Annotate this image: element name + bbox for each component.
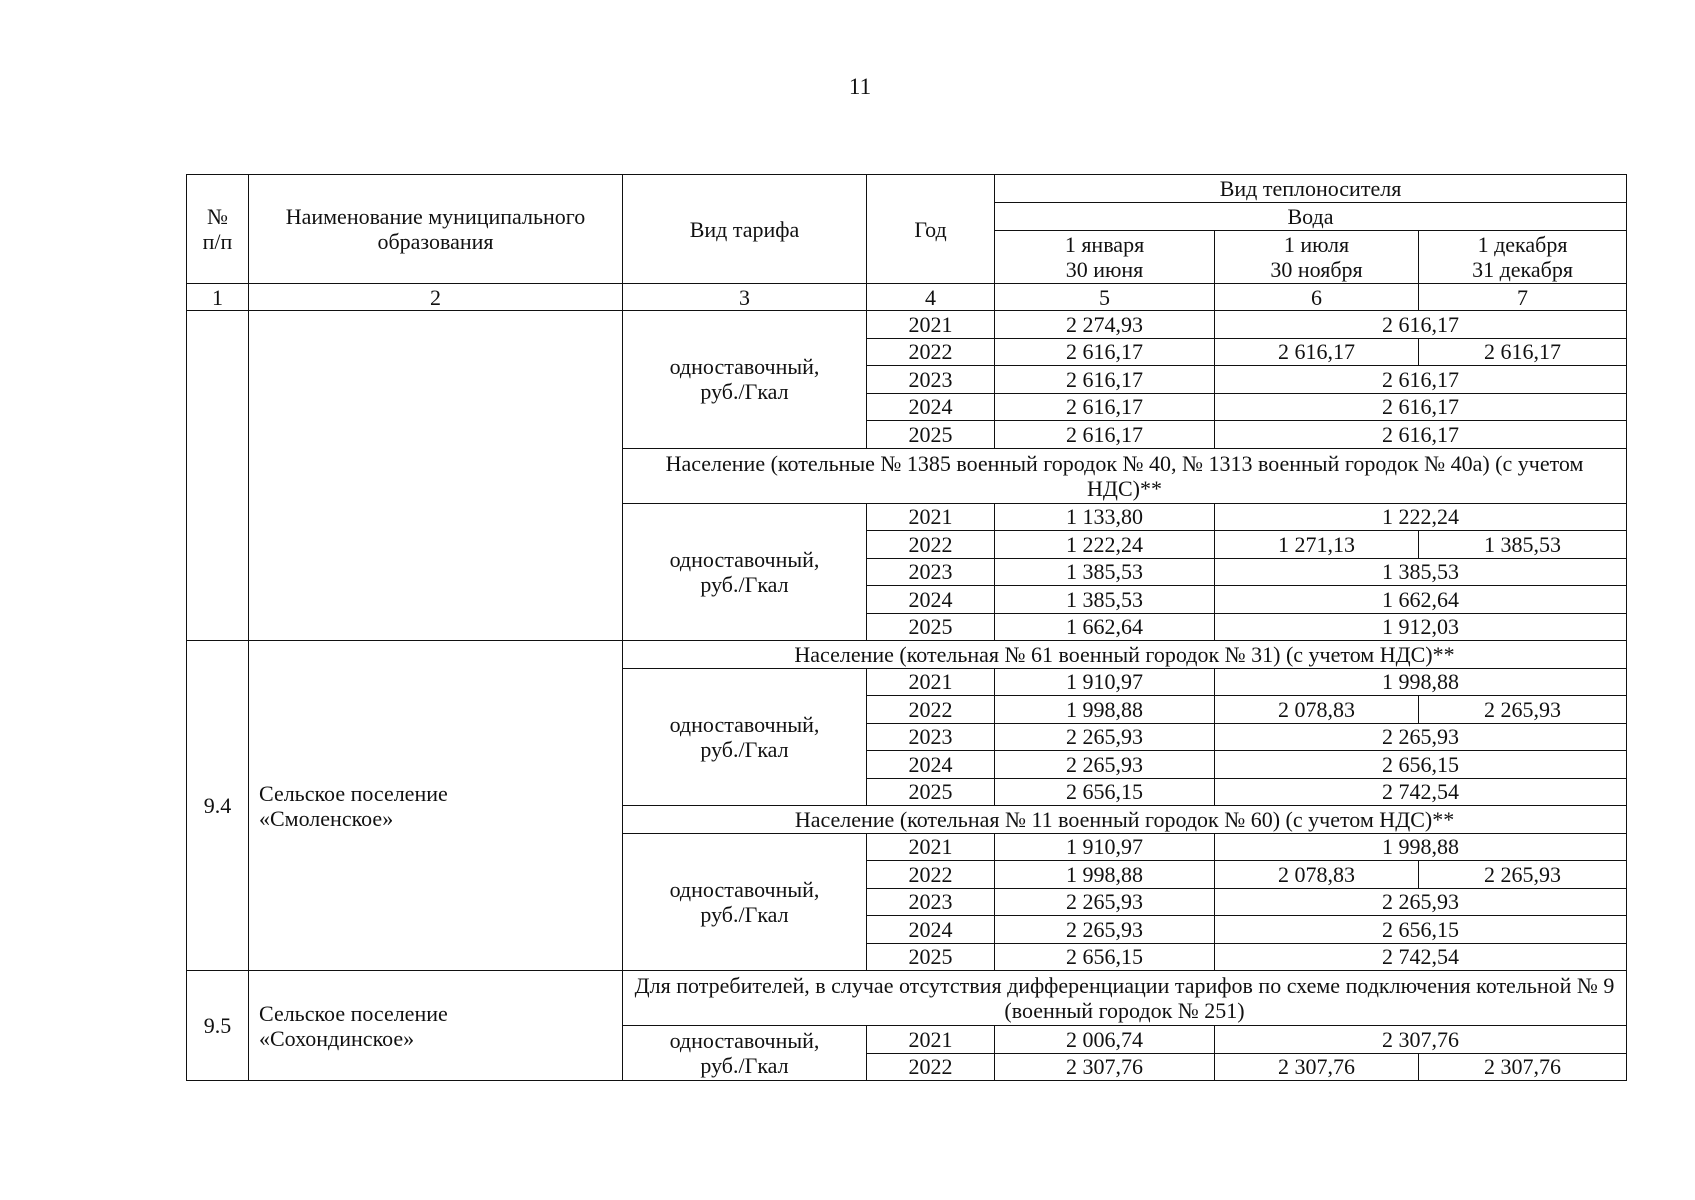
header-tariff-type: Вид тарифа <box>623 175 867 284</box>
column-number-row <box>187 284 1627 311</box>
value-jan-jun: 1 133,80 <box>995 503 1215 531</box>
col-num-5: 5 <box>995 284 1215 311</box>
value-jul-dec: 2 265,93 <box>1215 888 1627 916</box>
header-period-3: 1 декабря 31 декабря <box>1419 231 1627 284</box>
section-title: Население (котельная № 61 военный городок № 31) (с учетом НДС)** <box>623 641 1627 669</box>
row-number <box>187 311 249 641</box>
tariff-type-line2: руб./Гкал <box>700 379 789 405</box>
col-num-3: 3 <box>623 284 867 311</box>
year-cell: 2023 <box>867 366 995 394</box>
header-period-1: 1 января 30 июня <box>995 231 1215 284</box>
header-period-2: 1 июля 30 ноября <box>1215 231 1419 284</box>
value-jan-jun: 1 385,53 <box>995 586 1215 614</box>
header-name: Наименование муниципального образования <box>249 175 623 284</box>
value-jan-jun: 1 910,97 <box>995 668 1215 696</box>
value-dec: 2 265,93 <box>1419 861 1627 889</box>
value-jul-dec: 2 656,15 <box>1215 916 1627 944</box>
value-jul-dec: 1 222,24 <box>1215 503 1627 531</box>
year-cell: 2021 <box>867 1026 995 1054</box>
value-jan-jun: 2 307,76 <box>995 1053 1215 1081</box>
value-dec: 2 265,93 <box>1419 696 1627 724</box>
year-cell: 2024 <box>867 916 995 944</box>
value-jul-dec: 2 656,15 <box>1215 751 1627 779</box>
value-dec: 2 616,17 <box>1419 338 1627 366</box>
value-dec: 1 385,53 <box>1419 531 1627 559</box>
year-cell: 2022 <box>867 861 995 889</box>
value-jul-dec: 2 742,54 <box>1215 943 1627 971</box>
municipality-name <box>249 641 623 971</box>
header-carrier: Вид теплоносителя <box>995 175 1627 203</box>
value-jul-dec: 1 385,53 <box>1215 558 1627 586</box>
value-jan-jun: 2 616,17 <box>995 366 1215 394</box>
year-cell: 2024 <box>867 751 995 779</box>
value-jan-jun: 2 265,93 <box>995 916 1215 944</box>
value-jan-jun: 2 616,17 <box>995 338 1215 366</box>
value-jul-dec: 2 616,17 <box>1215 393 1627 421</box>
value-jul-nov: 2 307,76 <box>1215 1053 1419 1081</box>
section-title: Население (котельная № 11 военный городок № 60) (с учетом НДС)** <box>623 806 1627 834</box>
header-row-carrier <box>187 175 1627 203</box>
value-jan-jun: 1 910,97 <box>995 833 1215 861</box>
tariff-type-cell <box>623 1026 867 1081</box>
value-jan-jun: 1 662,64 <box>995 613 1215 641</box>
value-dec: 2 307,76 <box>1419 1053 1627 1081</box>
value-jul-dec: 1 998,88 <box>1215 668 1627 696</box>
tariff-type-line1: одноставочный, <box>669 546 820 572</box>
value-jul-nov: 2 616,17 <box>1215 338 1419 366</box>
value-jan-jun: 1 998,88 <box>995 861 1215 889</box>
municipality-name <box>249 971 623 1081</box>
value-jul-dec: 1 998,88 <box>1215 833 1627 861</box>
header-year: Год <box>867 175 995 284</box>
year-cell: 2021 <box>867 833 995 861</box>
year-cell: 2022 <box>867 531 995 559</box>
tariff-type-line2: руб./Гкал <box>700 736 789 762</box>
section-title: Для потребителей, в случае отсутствия дифференциации тарифов по схеме подключения котельной № 9 (военный городок № 251) <box>623 971 1627 1026</box>
col-num-1: 1 <box>187 284 249 311</box>
year-cell: 2024 <box>867 393 995 421</box>
year-cell: 2021 <box>867 311 995 339</box>
value-jan-jun: 2 265,93 <box>995 723 1215 751</box>
value-jul-dec: 1 662,64 <box>1215 586 1627 614</box>
year-cell: 2022 <box>867 338 995 366</box>
value-jul-dec: 1 912,03 <box>1215 613 1627 641</box>
year-cell: 2022 <box>867 1053 995 1081</box>
value-jan-jun: 2 616,17 <box>995 421 1215 449</box>
header-no: № п/п <box>187 175 249 284</box>
year-cell: 2025 <box>867 943 995 971</box>
year-cell: 2021 <box>867 668 995 696</box>
year-cell: 2022 <box>867 696 995 724</box>
tariff-type-cell <box>623 668 867 806</box>
year-cell: 2023 <box>867 888 995 916</box>
value-jul-nov: 1 271,13 <box>1215 531 1419 559</box>
value-jul-dec: 2 616,17 <box>1215 421 1627 449</box>
value-jan-jun: 2 656,15 <box>995 778 1215 806</box>
year-cell: 2023 <box>867 723 995 751</box>
municipality-name-line1: Сельское поселение <box>259 1000 448 1026</box>
tariff-type-line1: одноставочный, <box>669 354 820 380</box>
value-jan-jun: 1 222,24 <box>995 531 1215 559</box>
row-number: 9.4 <box>187 641 249 971</box>
value-jan-jun: 2 274,93 <box>995 311 1215 339</box>
col-num-2: 2 <box>249 284 623 311</box>
municipality-name-line2: «Смоленское» <box>259 805 394 831</box>
section-title: Население (котельные № 1385 военный городок № 40, № 1313 военный городок № 40а) (с учетом НДС)** <box>623 448 1627 503</box>
tariff-type-line2: руб./Гкал <box>700 571 789 597</box>
section-title-row <box>187 971 1627 1026</box>
value-jul-dec: 2 616,17 <box>1215 311 1627 339</box>
value-jul-nov: 2 078,83 <box>1215 861 1419 889</box>
municipality-name <box>249 311 623 641</box>
value-jul-nov: 2 078,83 <box>1215 696 1419 724</box>
tariff-table <box>186 174 1627 1081</box>
value-jan-jun: 2 265,93 <box>995 888 1215 916</box>
value-jul-dec: 2 307,76 <box>1215 1026 1627 1054</box>
table-body <box>187 175 1627 1081</box>
tariff-type-cell <box>623 503 867 641</box>
tariff-type-line1: одноставочный, <box>669 876 820 902</box>
tariff-type-cell <box>623 833 867 971</box>
tariff-type-line1: одноставочный, <box>669 1028 820 1053</box>
header-water: Вода <box>995 203 1627 231</box>
year-cell: 2024 <box>867 586 995 614</box>
year-cell: 2025 <box>867 613 995 641</box>
value-jan-jun: 2 006,74 <box>995 1026 1215 1054</box>
col-num-6: 6 <box>1215 284 1419 311</box>
section-title-row <box>187 641 1627 669</box>
tariff-type-line1: одноставочный, <box>669 711 820 737</box>
value-jul-dec: 2 265,93 <box>1215 723 1627 751</box>
page-number: 11 <box>848 74 872 99</box>
value-jan-jun: 2 656,15 <box>995 943 1215 971</box>
year-cell: 2021 <box>867 503 995 531</box>
col-num-7: 7 <box>1419 284 1627 311</box>
year-cell: 2025 <box>867 421 995 449</box>
value-jan-jun: 1 385,53 <box>995 558 1215 586</box>
tariff-type-line2: руб./Гкал <box>700 1053 789 1078</box>
value-jan-jun: 2 265,93 <box>995 751 1215 779</box>
row-number: 9.5 <box>187 971 249 1081</box>
municipality-name-line1: Сельское поселение <box>259 780 448 806</box>
value-jan-jun: 2 616,17 <box>995 393 1215 421</box>
value-jan-jun: 1 998,88 <box>995 696 1215 724</box>
value-jul-dec: 2 742,54 <box>1215 778 1627 806</box>
municipality-name-line2: «Сохондинское» <box>259 1025 415 1051</box>
table-row <box>187 311 1627 339</box>
value-jul-dec: 2 616,17 <box>1215 366 1627 394</box>
tariff-type-line2: руб./Гкал <box>700 901 789 927</box>
year-cell: 2025 <box>867 778 995 806</box>
tariff-type-cell <box>623 311 867 449</box>
col-num-4: 4 <box>867 284 995 311</box>
year-cell: 2023 <box>867 558 995 586</box>
